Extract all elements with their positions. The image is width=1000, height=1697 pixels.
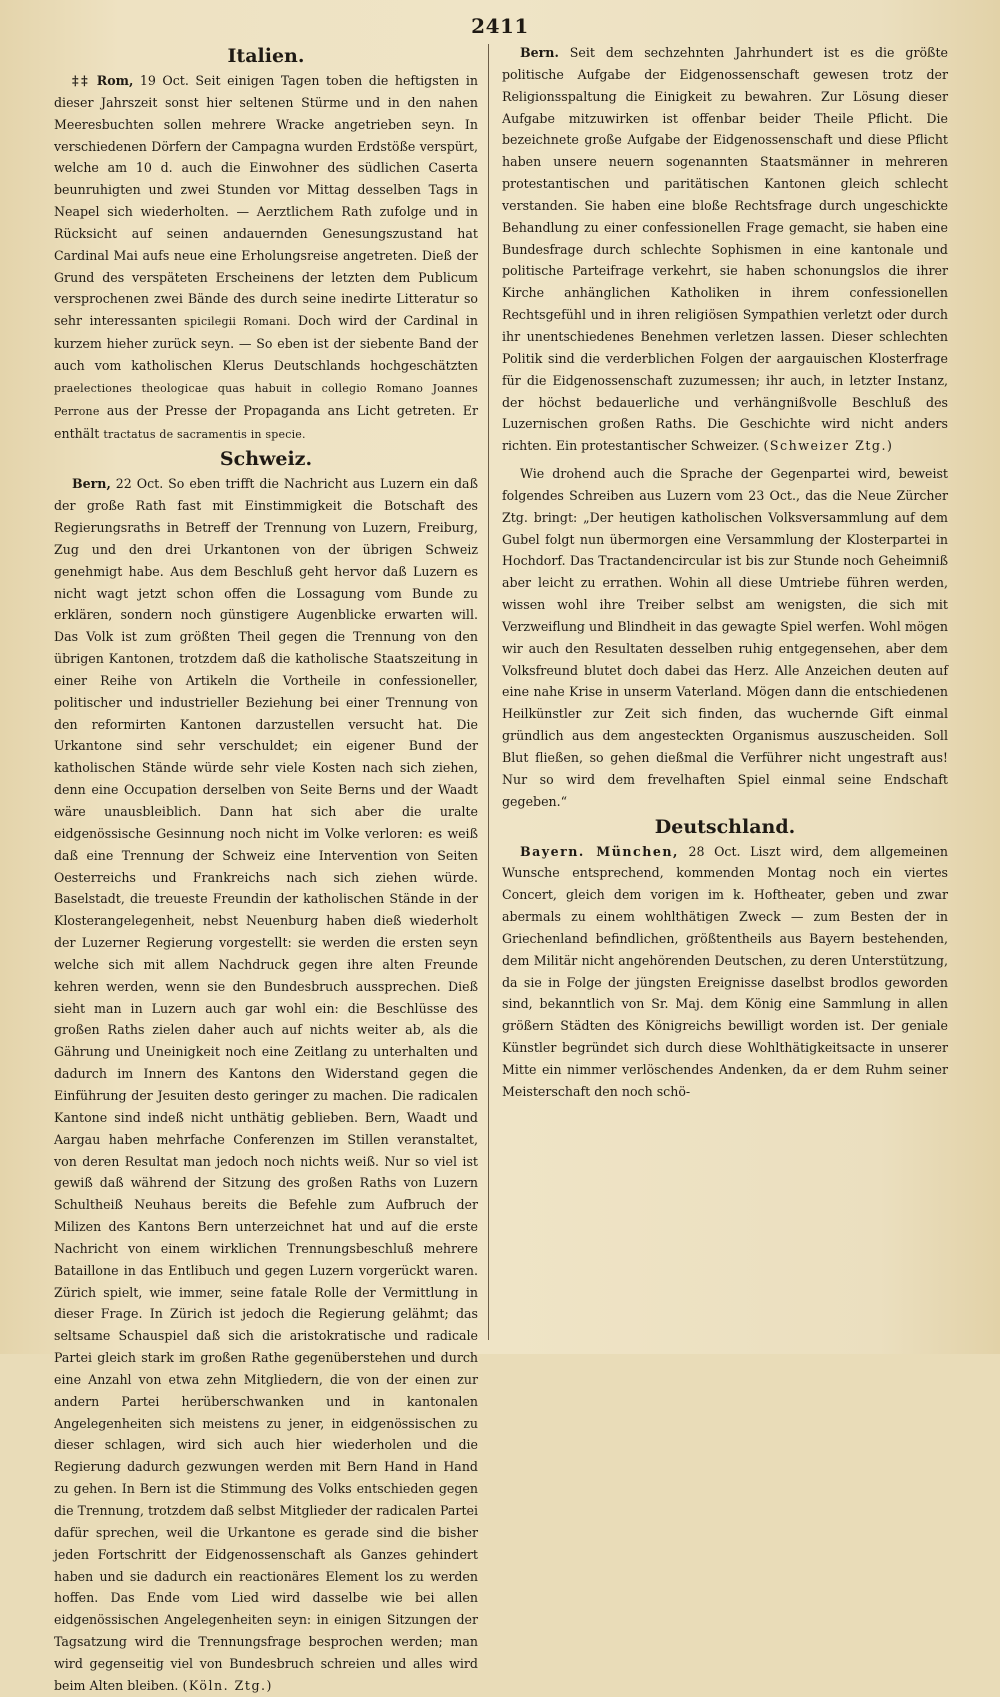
article-schweiz-bern-2: [502, 42, 948, 457]
article-italien-rom: [54, 70, 478, 445]
latin-title: spicilegii Romani.: [184, 315, 291, 329]
source-citation: (Schweizer Ztg.): [763, 438, 894, 454]
dateline-muenchen: Bayern. München,: [520, 843, 679, 859]
article-schweiz-luzern: Wie drohend auch die Sprache der Gegenpartei wird, beweist folgendes Schreiben aus Luzern vom 23 Oct., das die Neue Zürcher Ztg. bringt: „Der heutigen katholischen Volksversammlung auf dem Gubel folgt nun übermorgen eine Versammlung der Klosterpartei in Hochdorf. Das Tractandencircular ist bis zur Stunde noch Geheimniß aber leicht zu errathen. Wohin all diese Umtriebe führen werden, wissen wohl ihre Treiber selbst am wenigsten, die sich mit Verzweiflung und Blindheit in das gewagte Spiel werfen. Wohl mögen wir auch den Resultaten desselben ruhig entgegensehen, aber dem Volksfreund blutet doch dabei das Herz. Alle Anzeichen deuten auf eine nahe Krise in unserm Vaterland. Mögen dann die entschiedenen Heilkünstler zur Zeit sich finden, das wuchernde Gift einmal gründlich aus dem angesteckten Organismus auszuscheiden. Soll Blut fließen, so gehen dießmal die Verführer nicht ungestraft aus! Nur so wird dem frevelhaften Spiel einmal seine Endschaft gegeben.“: [502, 466, 948, 809]
article-text: Liszt wird, dem allgemeinen Wunsche entsprechend, kommenden Montag noch ein viertes Concert, gleich dem vorigen im k. Hoftheater, geben und zwar abermals zu einem wohlthätigen Zweck — zum Besten der in Griechenland befindlichen, größtentheils aus Bayern bestehenden, dem Militär nicht angehörenden Deutschen, zu deren Unterstützung, da sie in Folge der jüngsten Ereignisse daselbst brodlos geworden sind, bekanntlich von Sr. Maj. dem König eine Sammlung in allen größern Städten des Königreichs bewilligt worden ist. Der geniale Künstler begründet sich durch diese Wohlthätigkeitsacte in unserer Mitte ein nimmer verlöschendes Andenken, da er dem Ruhm seiner Meisterschaft den noch schö-: [502, 843, 948, 1099]
date-rom: 19 Oct.: [139, 73, 189, 88]
dateline-rom: Rom,: [96, 73, 134, 88]
right-column: [502, 42, 948, 1342]
dateline-bern-2: Bern.: [520, 45, 559, 60]
left-column: [54, 42, 478, 1693]
dateline-bern: Bern,: [72, 476, 111, 492]
article-schweiz-bern: [54, 473, 478, 1696]
source-citation: (Köln. Ztg.): [182, 1677, 273, 1693]
article-text: Doch wird der Cardinal in kurzem hieher zurück seyn. — So eben ist der siebente Band der auch vom katholischen Klerus Deutschlands hochgeschätzten: [54, 313, 478, 373]
article-text: So eben trifft die Nachricht aus Luzern ein daß der große Rath fast mit Einstimmigkeit die Botschaft des Regierungsraths in Betreff der Trennung von Luzern, Freiburg, Zug und den drei Urkantonen von der übrigen Schweiz genehmigt habe. Aus dem Beschluß geht hervor daß Luzern es nicht wagt jetzt schon offen die Lossagung vom Bunde zu erklären, sondern noch günstigere Augenblicke erwarten will. Das Volk ist zum größten Theil gegen die Trennung von den übrigen Kantonen, trotzdem daß die katholische Staatszeitung in einer Reihe von Artikeln die Vortheile in confessioneller, politischer und industrieller Beziehung bei einer Trennung von den reformirten Kantonen darzustellen versucht hat. Die Urkantone sind sehr verschuldet; ein eigener Bund der katholischen Stände würde sehr viele Kosten nach sich ziehen, denn eine Occupation derselben von Seite Berns und der Waadt wäre unausbleiblich. Dann hat sich aber die uralte eidgenössische Gesinnung noch nicht im Volke verloren: es weiß daß eine Trennung der Schweiz eine Intervention von Seiten Oesterreichs und Frankreichs nach sich ziehen würde. Baselstadt, die treueste Freundin der katholischen Stände in der Klosterangelegenheit, nebst Neuenburg haben dieß wiederholt der Luzerner Regierung vorgestellt: sie werden die ersten seyn welche sich mit allem Nachdruck gegen ihre alten Freunde kehren werden, wenn sie den Bundesbruch aussprechen. Dieß sieht man in Luzern auch gar wohl ein: die Beschlüsse des großen Raths zielen daher auch auf nichts weiter ab, als die Gährung und Uneinigkeit noch eine Zeitlang zu unterhalten und dadurch im Innern des Kantons den Widerstand gegen die Einführung der Jesuiten desto geringer zu machen. Die radicalen Kantone sind indeß nicht unthätig geblieben. Bern, Waadt und Aargau haben mehrfache Conferenzen im Stillen veranstaltet, von deren Resultat man jedoch noch nichts weiß. Nur so viel ist gewiß daß während der Sitzung des großen Raths von Luzern Schultheiß Neuhaus bereits die Befehle zum Aufbruch der Milizen des Kantons Bern unterzeichnet hat und auf die erste Nachricht von einem wirklichen Trennungsbeschluß mehrere Bataillone in das Entlibuch und gegen Luzern vorgerückt waren. Zürich spielt, wie immer, seine fatale Rolle der Vermittlung in dieser Frage. In Zürich ist jedoch die Regierung gelähmt; das seltsame Schauspiel daß sich die aristokratische und radicale Partei gleich stark im großen Rathe gegenüberstehen und durch eine Anzahl von etwa zehn Mitgliedern, die von der einen zur andern Partei herüberschwanken und in kantonalen Angelegenheiten sich meistens zu jener, in eidgenössischen zu dieser schlagen, wird sich auch hier wiederholen und die Regierung dadurch gezwungen werden mit Bern Hand in Hand zu gehen. In Bern ist die Stimmung des Volks entschieden gegen die Trennung, trotzdem daß selbst Mitglieder der radicalen Partei dafür sprechen, weil die Urkantone es gerade sind die bisher jeden Fortschritt der Eidgenossenschaft als Ganzes gehindert haben und sie dadurch ein reactionäres Element los zu werden hoffen. Das Ende vom Lied wird dasselbe wie bei allen eidgenössischen Angelegenheiten seyn: in einigen Sitzungen der Tagsatzung wird die Trennungsfrage besprochen werden; man wird gegenseitig viel von Bundesbruch schreien und alles wird beim Alten bleiben.: [54, 476, 478, 1693]
section-title-schweiz: Schweiz.: [219, 448, 313, 471]
article-text: Seit dem sechzehnten Jahrhundert ist es die größte politische Aufgabe der Eidgenossenschaft gewesen trotz der Religionsspaltung die Einigkeit zu bewahren. Zur Lösung dieser Aufgabe mitzuwirken ist offenbar beider Theile Pflicht. Die bezeichnete große Aufgabe der Eidgenossenschaft und diese Pflicht haben unsere neuern sogenannten Staatsmänner in mehreren protestantischen und paritätischen Kantonen gleich schlecht verstanden. Sie haben eine bloße Rechtsfrage durch ungeschickte Behandlung zu einer confessionellen Frage gemacht, sie haben eine Bundesfrage durch schlechte Sophismen in eine kantonale und politische Parteifrage verkehrt, sie haben schonungslos die ihrer Kirche anhänglichen Katholiken in ihrem confessionellen Rechtsgefühl und in ihren religiösen Sympathien verletzt oder durch ihr unentschiedenes Benehmen verletzen lassen. Dieser schlechten Politik sind die verderblichen Folgen der aargauischen Klosterfrage für die Eidgenossenschaft zuzumessen; ihr auch, in letzter Instanz, der höchst bedauerliche und verhängnißvolle Beschluß des Luzernischen großen Raths. Die Geschichte wird nicht anders richten. Ein protestantischer Schweizer.: [502, 45, 948, 454]
latin-title: tractatus de sacramentis in specie.: [103, 427, 306, 441]
page-number: 2411: [471, 14, 529, 38]
date-muenchen: 28 Oct.: [688, 843, 741, 859]
dagger-mark: ‡‡: [72, 73, 91, 88]
column-divider: [488, 44, 489, 1340]
article-text: Seit einigen Tagen toben die heftigsten in dieser Jahrszeit sonst hier seltenen Stürme und in den nahen Meeresbuchten sollen mehrere Wracke angetrieben seyn. In verschiedenen Dörfern der Campagna wurden Erdstöße verspürt, welche am 10 d. auch die Einwohner des südlichen Caserta beunruhigten und zwei Stunden vor Mittag desselben Tags in Neapel sich wiederholten. — Aerztlichem Rath zufolge und in Rücksicht auf seinen andauernden Genesungszustand hat Cardinal Mai aufs neue eine Erholungsreise angetreten. Dieß der Grund des verspäteten Erscheinens der letzten dem Publicum versprochenen zwei Bände des durch seine inedirte Litteratur so sehr interessanten: [54, 73, 478, 329]
section-title-italien: Italien.: [227, 45, 305, 67]
article-deutschland-muenchen: [502, 841, 948, 1103]
date-bern: 22 Oct.: [115, 476, 164, 492]
section-title-deutschland: Deutschland.: [654, 815, 796, 838]
latin-title: praelectiones theologicae quas habuit in collegio Romano Joannes Perrone: [54, 381, 478, 418]
article-text: aus der Presse der Propaganda ans Licht getreten. Er enthält: [54, 402, 478, 441]
